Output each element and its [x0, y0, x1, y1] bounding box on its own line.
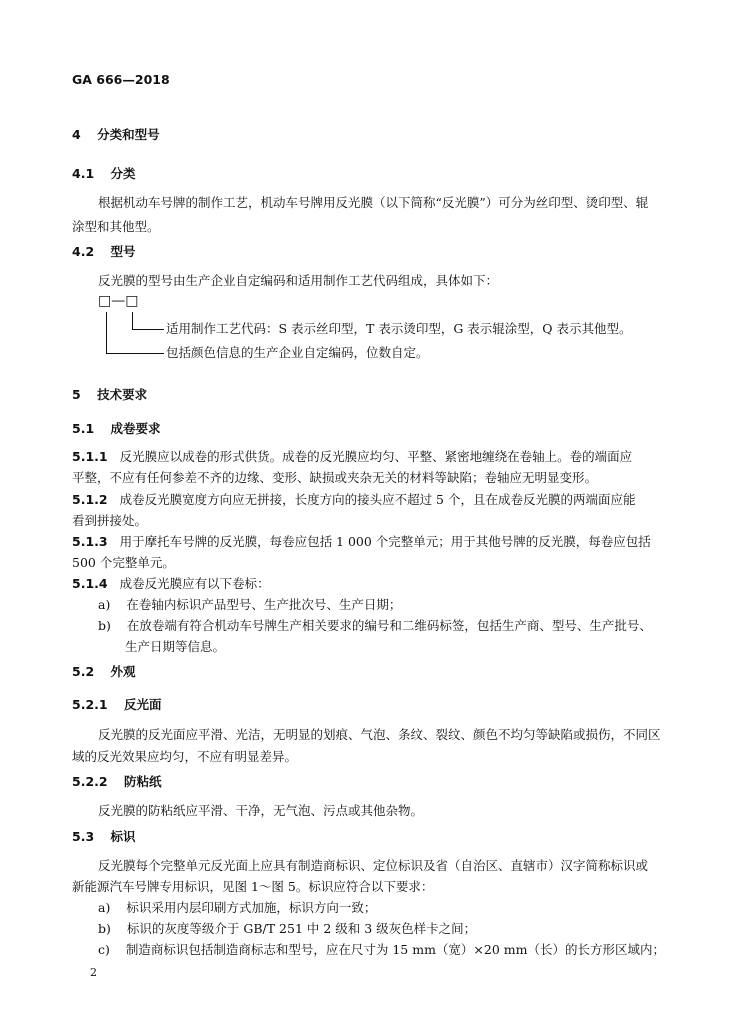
- section-number: 5.2.2: [72, 774, 108, 789]
- diagram-label-vendor-code: 包括颜色信息的生产企业自定编码，位数自定。: [166, 345, 429, 360]
- section-number: 5.2: [72, 664, 95, 679]
- list-marker: b): [98, 921, 111, 936]
- paragraph-line: 平整，不应有任何参差不齐的边缘、变形、缺损或夹杂无关的材料等缺陷；卷轴应无明显变形。: [72, 470, 598, 485]
- clause-text: 成卷反光膜应有以下卷标：: [119, 576, 270, 591]
- section-title: 分类: [110, 166, 136, 181]
- list-item: [98, 900, 376, 915]
- section-5-3-heading: [72, 829, 136, 844]
- section-4-1-heading: [72, 166, 136, 181]
- paragraph-line: 新能源汽车号牌专用标识，见图 1～图 5。标识应符合以下要求：: [72, 879, 434, 894]
- clause-5-1-1: [72, 449, 632, 464]
- section-5-2-1-heading: [72, 697, 161, 712]
- section-title: 外观: [110, 664, 136, 679]
- section-number: 4: [72, 127, 81, 142]
- list-item: [98, 597, 401, 612]
- section-title: 分类和型号: [97, 127, 160, 142]
- section-title: 反光面: [123, 697, 162, 712]
- list-marker: c): [98, 942, 110, 957]
- section-number: 5.3: [72, 829, 95, 844]
- list-marker: a): [98, 900, 111, 915]
- section-title: 型号: [110, 244, 136, 259]
- clause-text: 用于摩托车号牌的反光膜，每卷应包括 1 000 个完整单元；用于其他号牌的反光膜，每卷应包括: [119, 534, 651, 549]
- paragraph-line: 涂型和其他型。: [72, 219, 160, 234]
- list-item: [98, 921, 476, 936]
- clause-number: 5.1.4: [72, 576, 108, 591]
- section-title: 成卷要求: [110, 421, 161, 436]
- paragraph-line: 反光膜每个完整单元反光面上应具有制造商标识、定位标识及省（自治区、直辖市）汉字简称标识或: [98, 858, 649, 873]
- clause-text: 反光膜应以成卷的形式供货。成卷的反光膜应均匀、平整、紧密地缠绕在卷轴上。卷的端面应: [119, 449, 633, 464]
- paragraph-line: 反光膜的型号由生产企业自定编码和适用制作工艺代码组成，具体如下：: [98, 273, 499, 288]
- paragraph-line: 反光膜的防粘纸应平滑、干净，无气泡、污点或其他杂物。: [98, 803, 424, 818]
- section-number: 5: [72, 387, 81, 402]
- section-4-2-heading: [72, 244, 136, 259]
- list-marker: a): [98, 597, 111, 612]
- section-title: 技术要求: [97, 387, 148, 402]
- clause-5-1-4: [72, 576, 270, 591]
- diagram-label-process-code: 适用制作工艺代码：S 表示丝印型，T 表示烫印型，G 表示辊涂型，Q 表示其他型。: [166, 321, 632, 336]
- standard-code: GA 666—2018: [72, 72, 170, 87]
- section-number: 4.1: [72, 166, 95, 181]
- section-5-1-heading: [72, 421, 161, 436]
- list-text: 在卷轴内标识产品型号、生产批次号、生产日期；: [126, 597, 402, 612]
- list-text: 制造商标识包括制造商标志和型号，应在尺寸为 15 mm（宽）×20 mm（长）的长方形区域内；: [125, 942, 665, 957]
- list-text: 在放卷端有符合机动车号牌生产相关要求的编号和二维码标签，包括生产商、型号、生产批号、: [126, 618, 652, 633]
- list-item: [98, 942, 665, 957]
- list-text: 标识的灰度等级介于 GB/T 251 中 2 级和 3 级灰色样卡之间；: [126, 921, 477, 936]
- page-number: 2: [90, 966, 97, 979]
- section-number: 5.2.1: [72, 697, 108, 712]
- paragraph-line: 看到拼接处。: [72, 513, 148, 528]
- type-code-pattern: □—□: [98, 293, 139, 309]
- list-item: [98, 618, 652, 633]
- paragraph-line: 域的反光效果应均匀，不应有明显差异。: [72, 749, 298, 764]
- diagram-connector: [106, 312, 107, 354]
- list-text: 标识采用内层印刷方式加施，标识方向一致；: [126, 900, 377, 915]
- section-5-2-heading: [72, 664, 136, 679]
- diagram-connector: [132, 329, 164, 330]
- diagram-connector: [106, 353, 164, 354]
- diagram-connector: [132, 312, 133, 330]
- clause-5-1-3: [72, 534, 651, 549]
- paragraph-line: 反光膜的反光面应平滑、光洁，无明显的划痕、气泡、条纹、裂纹、颜色不均匀等缺陷或损伤，不同区: [98, 727, 661, 742]
- paragraph-line: 500 个完整单元。: [72, 555, 175, 570]
- clause-number: 5.1.3: [72, 534, 108, 549]
- section-number: 4.2: [72, 244, 95, 259]
- clause-number: 5.1.2: [72, 492, 108, 507]
- section-5-2-2-heading: [72, 774, 161, 789]
- clause-text: 成卷反光膜宽度方向应无拼接，长度方向的接头应不超过 5 个，且在成卷反光膜的两端面应能: [119, 492, 636, 507]
- section-number: 5.1: [72, 421, 95, 436]
- list-marker: b): [98, 618, 111, 633]
- section-4-heading: [72, 127, 160, 142]
- clause-number: 5.1.1: [72, 449, 108, 464]
- clause-5-1-2: [72, 492, 635, 507]
- paragraph-line: 生产日期等信息。: [125, 639, 226, 654]
- section-5-heading: [72, 387, 147, 402]
- paragraph-line: 根据机动车号牌的制作工艺，机动车号牌用反光膜（以下简称“反光膜”）可分为丝印型、烫印型、辊: [98, 195, 649, 210]
- section-title: 防粘纸: [123, 774, 162, 789]
- section-title: 标识: [110, 829, 136, 844]
